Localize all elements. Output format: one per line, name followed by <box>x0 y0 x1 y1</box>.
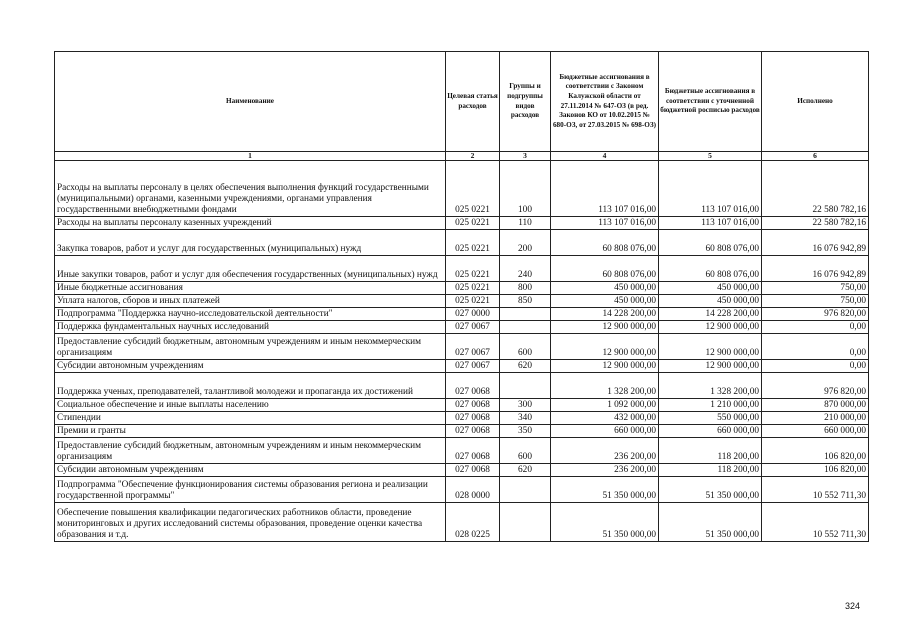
executed-cell: 106 820,00 <box>762 464 869 477</box>
law-allocation-cell: 12 900 000,00 <box>551 334 659 360</box>
law-allocation-cell: 113 107 016,00 <box>551 217 659 230</box>
revised-allocation-cell: 118 200,00 <box>659 464 762 477</box>
header-revised-allocation: Бюджетные ассигнования в соответствии с уточненной бюджетной росписью расходов <box>659 52 762 152</box>
row-name-cell: Социальное обеспечение и иные выплаты населению <box>55 399 446 412</box>
row-name-cell: Иные бюджетные ассигнования <box>55 282 446 295</box>
target-item-cell: 027 0067 <box>446 321 500 334</box>
executed-cell: 870 000,00 <box>762 399 869 412</box>
header-law-allocation: Бюджетные ассигнования в соответствии с Законом Калужской области от 27.11.2014 № 647-ОЗ (в ред. Законов КО от 10.02.2015 № 680-ОЗ, от 27.03.2015 № 698-ОЗ) <box>551 52 659 152</box>
revised-allocation-cell: 12 900 000,00 <box>659 334 762 360</box>
table-row <box>55 308 869 321</box>
executed-cell: 750,00 <box>762 282 869 295</box>
table-row <box>55 477 869 503</box>
row-name-cell: Иные закупки товаров, работ и услуг для обеспечения государственных (муниципальных) нужд <box>55 256 446 282</box>
expense-group-cell: 110 <box>500 217 551 230</box>
revised-allocation-cell: 51 350 000,00 <box>659 477 762 503</box>
law-allocation-cell: 51 350 000,00 <box>551 477 659 503</box>
executed-cell: 16 076 942,89 <box>762 230 869 256</box>
target-item-cell: 027 0068 <box>446 438 500 464</box>
executed-cell: 16 076 942,89 <box>762 256 869 282</box>
column-number: 5 <box>659 152 762 161</box>
revised-allocation-cell: 118 200,00 <box>659 438 762 464</box>
law-allocation-cell: 1 092 000,00 <box>551 399 659 412</box>
expense-group-cell: 620 <box>500 360 551 373</box>
target-item-cell: 028 0000 <box>446 477 500 503</box>
expense-group-cell: 800 <box>500 282 551 295</box>
target-item-cell: 027 0068 <box>446 425 500 438</box>
target-item-cell: 027 0067 <box>446 334 500 360</box>
table-row <box>55 503 869 542</box>
expense-group-cell: 340 <box>500 412 551 425</box>
target-item-cell: 027 0067 <box>446 360 500 373</box>
column-number: 3 <box>500 152 551 161</box>
row-name-cell: Расходы на выплаты персоналу в целях обеспечения выполнения функций государственными (муниципальными) органами, казенными учреждениями, органами управления государственными внебюджетными фондами <box>55 161 446 217</box>
expense-group-cell: 350 <box>500 425 551 438</box>
revised-allocation-cell: 51 350 000,00 <box>659 503 762 542</box>
revised-allocation-cell: 113 107 016,00 <box>659 161 762 217</box>
target-item-cell: 027 0068 <box>446 464 500 477</box>
revised-allocation-cell: 113 107 016,00 <box>659 217 762 230</box>
executed-cell: 976 820,00 <box>762 373 869 399</box>
row-name-cell: Обеспечение повышения квалификации педагогических работников области, проведение мониторинговых и других исследований системы образования, проведение оценки качества образования и т.д. <box>55 503 446 542</box>
revised-allocation-cell: 1 328 200,00 <box>659 373 762 399</box>
law-allocation-cell: 12 900 000,00 <box>551 321 659 334</box>
target-item-cell: 027 0068 <box>446 373 500 399</box>
executed-cell: 10 552 711,30 <box>762 477 869 503</box>
law-allocation-cell: 60 808 076,00 <box>551 230 659 256</box>
row-name-cell: Уплата налогов, сборов и иных платежей <box>55 295 446 308</box>
target-item-cell: 025 0221 <box>446 256 500 282</box>
header-name: Наименование <box>55 52 446 152</box>
target-item-cell: 025 0221 <box>446 295 500 308</box>
row-name-cell: Предоставление субсидий бюджетным, автономным учреждениям и иным некоммерческим организациям <box>55 334 446 360</box>
expense-group-cell: 620 <box>500 464 551 477</box>
table-row <box>55 464 869 477</box>
table-row <box>55 373 869 399</box>
row-name-cell: Поддержка ученых, преподавателей, талантливой молодежи и пропаганда их достижений <box>55 373 446 399</box>
expense-group-cell <box>500 321 551 334</box>
table-row <box>55 360 869 373</box>
revised-allocation-cell: 660 000,00 <box>659 425 762 438</box>
expense-group-cell: 600 <box>500 334 551 360</box>
row-name-cell: Поддержка фундаментальных научных исследований <box>55 321 446 334</box>
target-item-cell: 028 0225 <box>446 503 500 542</box>
row-name-cell: Расходы на выплаты персоналу казенных учреждений <box>55 217 446 230</box>
revised-allocation-cell: 450 000,00 <box>659 295 762 308</box>
table-row <box>55 399 869 412</box>
executed-cell: 750,00 <box>762 295 869 308</box>
revised-allocation-cell: 1 210 000,00 <box>659 399 762 412</box>
revised-allocation-cell: 14 228 200,00 <box>659 308 762 321</box>
target-item-cell: 027 0000 <box>446 308 500 321</box>
executed-cell: 0,00 <box>762 334 869 360</box>
executed-cell: 22 580 782,16 <box>762 161 869 217</box>
executed-cell: 0,00 <box>762 321 869 334</box>
table-row <box>55 256 869 282</box>
table-row <box>55 282 869 295</box>
table-row <box>55 425 869 438</box>
column-number: 6 <box>762 152 869 161</box>
table-row <box>55 230 869 256</box>
law-allocation-cell: 60 808 076,00 <box>551 256 659 282</box>
executed-cell: 106 820,00 <box>762 438 869 464</box>
table-row <box>55 412 869 425</box>
column-number: 2 <box>446 152 500 161</box>
executed-cell: 0,00 <box>762 360 869 373</box>
expense-group-cell: 300 <box>500 399 551 412</box>
table-row <box>55 321 869 334</box>
table-row <box>55 295 869 308</box>
row-name-cell: Стипендии <box>55 412 446 425</box>
row-name-cell: Предоставление субсидий бюджетным, автономным учреждениям и иным некоммерческим организациям <box>55 438 446 464</box>
law-allocation-cell: 450 000,00 <box>551 295 659 308</box>
law-allocation-cell: 660 000,00 <box>551 425 659 438</box>
revised-allocation-cell: 550 000,00 <box>659 412 762 425</box>
revised-allocation-cell: 12 900 000,00 <box>659 321 762 334</box>
revised-allocation-cell: 60 808 076,00 <box>659 230 762 256</box>
law-allocation-cell: 113 107 016,00 <box>551 161 659 217</box>
row-name-cell: Подпрограмма "Поддержка научно-исследовательской деятельности" <box>55 308 446 321</box>
expense-group-cell: 600 <box>500 438 551 464</box>
row-name-cell: Субсидии автономным учреждениям <box>55 360 446 373</box>
table-row <box>55 217 869 230</box>
expense-group-cell: 850 <box>500 295 551 308</box>
target-item-cell: 025 0221 <box>446 282 500 295</box>
law-allocation-cell: 1 328 200,00 <box>551 373 659 399</box>
law-allocation-cell: 236 200,00 <box>551 464 659 477</box>
law-allocation-cell: 450 000,00 <box>551 282 659 295</box>
column-number: 1 <box>55 152 446 161</box>
target-item-cell: 027 0068 <box>446 412 500 425</box>
target-item-cell: 027 0068 <box>446 399 500 412</box>
row-name-cell: Закупка товаров, работ и услуг для государственных (муниципальных) нужд <box>55 230 446 256</box>
law-allocation-cell: 51 350 000,00 <box>551 503 659 542</box>
page-number: 324 <box>845 601 861 611</box>
executed-cell: 10 552 711,30 <box>762 503 869 542</box>
row-name-cell: Субсидии автономным учреждениям <box>55 464 446 477</box>
row-name-cell: Премии и гранты <box>55 425 446 438</box>
column-number: 4 <box>551 152 659 161</box>
expense-group-cell <box>500 373 551 399</box>
expense-group-cell: 240 <box>500 256 551 282</box>
table-row <box>55 161 869 217</box>
law-allocation-cell: 12 900 000,00 <box>551 360 659 373</box>
header-expense-group: Группы и подгруппы видов расходов <box>500 52 551 152</box>
law-allocation-cell: 432 000,00 <box>551 412 659 425</box>
revised-allocation-cell: 60 808 076,00 <box>659 256 762 282</box>
row-name-cell: Подпрограмма "Обеспечение функционирования системы образования региона и реализации государственной программы" <box>55 477 446 503</box>
target-item-cell: 025 0221 <box>446 161 500 217</box>
header-executed: Исполнено <box>762 52 869 152</box>
law-allocation-cell: 14 228 200,00 <box>551 308 659 321</box>
budget-table <box>54 51 869 542</box>
expense-group-cell: 200 <box>500 230 551 256</box>
executed-cell: 22 580 782,16 <box>762 217 869 230</box>
law-allocation-cell: 236 200,00 <box>551 438 659 464</box>
header-target-item: Целевая статья расходов <box>446 52 500 152</box>
revised-allocation-cell: 12 900 000,00 <box>659 360 762 373</box>
target-item-cell: 025 0221 <box>446 217 500 230</box>
revised-allocation-cell: 450 000,00 <box>659 282 762 295</box>
expense-group-cell: 100 <box>500 161 551 217</box>
target-item-cell: 025 0221 <box>446 230 500 256</box>
expense-group-cell <box>500 503 551 542</box>
expense-group-cell <box>500 477 551 503</box>
executed-cell: 660 000,00 <box>762 425 869 438</box>
expense-group-cell <box>500 308 551 321</box>
executed-cell: 210 000,00 <box>762 412 869 425</box>
table-row <box>55 334 869 360</box>
table-row <box>55 438 869 464</box>
executed-cell: 976 820,00 <box>762 308 869 321</box>
